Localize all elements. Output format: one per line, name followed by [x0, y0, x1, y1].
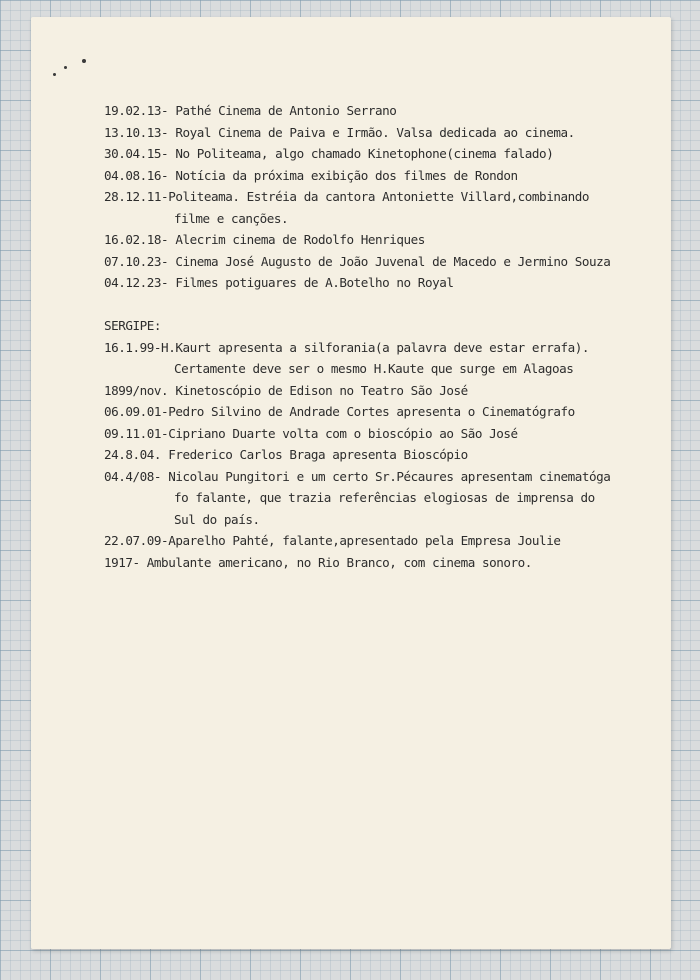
list-item: 28.12.11-Politeama. Estréia da cantora Antoniette Villard,combinando: [104, 189, 589, 204]
document-body: [104, 100, 664, 573]
list-item: 16.1.99-H.Kaurt apresenta a silforania(a palavra deve estar errafa).: [104, 339, 589, 355]
punch-hole-mark: [82, 59, 86, 63]
list-item-continuation: fo falante, que trazia referências elogiosas de imprensa do: [174, 490, 595, 505]
list-item: 1899/nov. Kinetoscópio de Edison no Teatro São José: [104, 382, 468, 398]
list-item: 22.07.09-Aparelho Pahté, falante,apresentado pela Empresa Joulie: [104, 533, 561, 548]
list-item-continuation: Certamente deve ser o mesmo H.Kaute que surge em Alagoas: [174, 361, 574, 376]
section-spacer: [104, 294, 664, 316]
list-item: 16.02.18- Alecrim cinema de Rodolfo Henriques: [104, 232, 425, 247]
list-item: 30.04.15- No Politeama, algo chamado Kinetophone(cinema falado): [104, 146, 554, 161]
punch-hole-mark: [53, 73, 56, 76]
list-item: 13.10.13- Royal Cinema de Paiva e Irmão. Valsa dedicada ao cinema.: [104, 124, 575, 140]
list-item: 06.09.01-Pedro Silvino de Andrade Cortes apresenta o Cinematógrafo: [104, 404, 575, 419]
list-item: 19.02.13- Pathé Cinema de Antonio Serrano: [104, 103, 397, 118]
list-item: 04.4/08- Nicolau Pungitori e um certo Sr.Pécaures apresentam cinematóga: [104, 468, 611, 484]
list-item: 1917- Ambulante americano, no Rio Branco, com cinema sonoro.: [104, 554, 532, 570]
list-item: 24.8.04. Frederico Carlos Braga apresenta Bioscópio: [104, 447, 468, 462]
list-item: 09.11.01-Cipriano Duarte volta com o bioscópio ao São José: [104, 425, 518, 441]
list-item: 07.10.23- Cinema José Augusto de João Juvenal de Macedo e Jermino Souza: [104, 253, 611, 269]
section-heading: SERGIPE:: [104, 318, 162, 333]
list-item: 04.12.23- Filmes potiguares de A.Botelho no Royal: [104, 275, 454, 290]
list-item-continuation: Sul do país.: [174, 511, 260, 527]
list-item: 04.08.16- Notícia da próxima exibição dos filmes de Rondon: [104, 167, 518, 183]
list-item-continuation: filme e canções.: [174, 210, 289, 226]
punch-hole-mark: [64, 66, 67, 69]
